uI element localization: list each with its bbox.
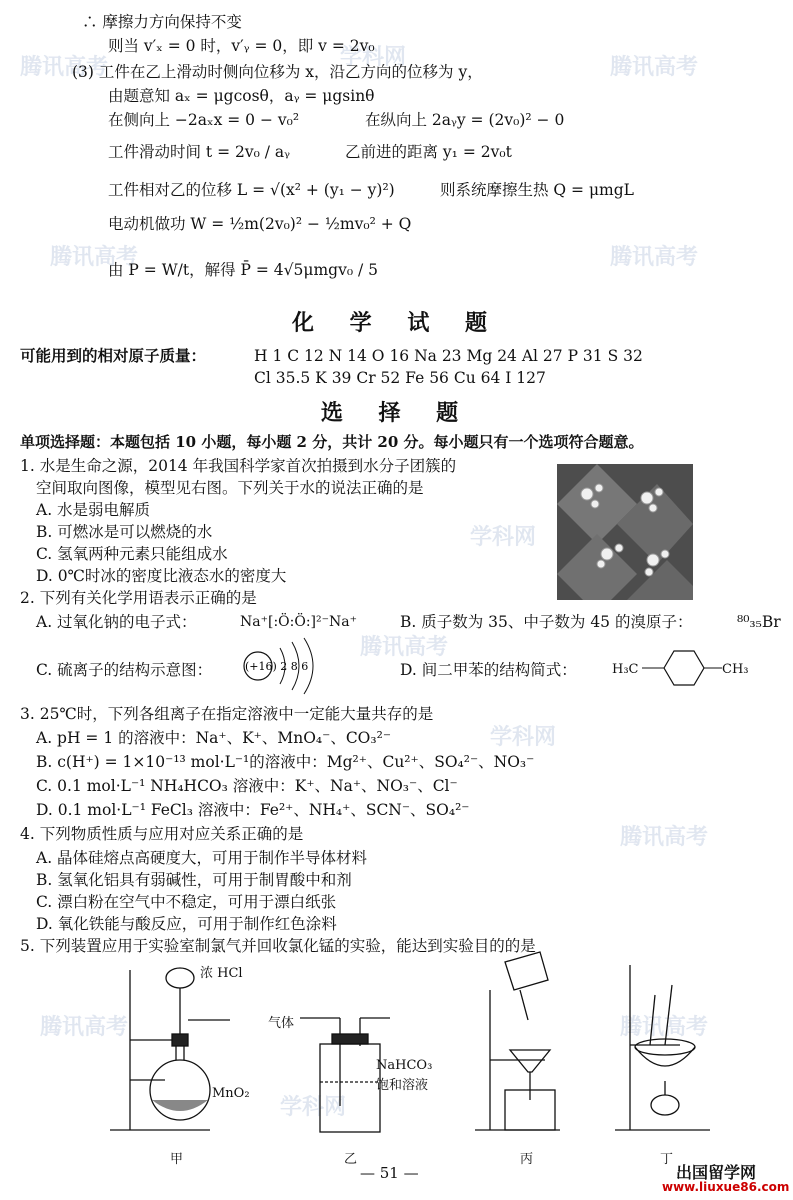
physics-line: 则当 v′ₓ = 0 时，v′ᵧ = 0，即 v = 2v₀	[108, 37, 375, 55]
q2-option-d: D. 间二甲苯的结构简式：	[400, 661, 577, 679]
q5-stem: 5. 下列装置应用于实验室制氯气并回收氯化锰的实验，能达到实验目的的是	[20, 937, 536, 955]
watermark-tencent: 腾讯高考	[620, 825, 709, 850]
page-number: — 51 —	[360, 1164, 419, 1182]
physics-line: 在侧向上 −2aₓx = 0 − v₀²	[108, 111, 300, 129]
physics-line: 电动机做功 W = ½m(2v₀)² − ½mv₀² + Q	[108, 215, 412, 233]
q3-option: B. c(H⁺) = 1×10⁻¹³ mol·L⁻¹的溶液中：Mg²⁺、Cu²⁺、SO₄²⁻、NO₃⁻	[36, 753, 535, 771]
q3-option: D. 0.1 mol·L⁻¹ FeCl₃ 溶液中：Fe²⁺、NH₄⁺、SCN⁻、SO₄²⁻	[36, 801, 470, 819]
q2-option-c: C. 硫离子的结构示意图：	[36, 661, 213, 679]
physics-line: ∴ 摩擦力方向保持不变	[82, 13, 242, 31]
subsection-title: 选 择 题	[320, 400, 473, 426]
watermark-tencent: 腾讯高考	[610, 55, 699, 80]
section-title: 化 学 试 题	[292, 310, 501, 336]
instruction: 单项选择题：本题包括 10 小题，每小题 2 分，共计 20 分。每小题只有一个选项符合题意。	[20, 433, 644, 451]
label-bing: 丙	[520, 1152, 534, 1167]
q3-option: A. pH = 1 的溶液中：Na⁺、K⁺、MnO₄⁻、CO₃²⁻	[36, 729, 391, 747]
apparatus-ding	[610, 955, 720, 1140]
benzene-ring-icon	[642, 648, 722, 688]
q1-option: A. 水是弱电解质	[36, 501, 151, 519]
watermark-xueke: 学科网	[470, 525, 537, 550]
physics-line: (3) 工件在乙上滑动时侧向位移为 x，沿乙方向的位移为 y，	[72, 63, 483, 81]
atomic-mass-row: H 1 C 12 N 14 O 16 Na 23 Mg 24 Al 27 P 31 S 32	[254, 347, 643, 365]
label-ding: 丁	[660, 1152, 674, 1167]
q4-stem: 4. 下列物质性质与应用对应关系正确的是	[20, 825, 304, 843]
sodium-peroxide-formula: Na⁺[:Ö:Ö:]²⁻Na⁺	[240, 614, 358, 630]
q1-option: B. 可燃冰是可以燃烧的水	[36, 523, 213, 541]
q1-stem: 1. 水是生命之源，2014 年我国科学家首次拍摄到水分子团簇的	[20, 457, 457, 475]
q1-option: D. 0℃时冰的密度比液态水的密度大	[36, 567, 287, 585]
label-jia: 甲	[170, 1152, 184, 1167]
q2-option-a: A. 过氧化钠的电子式：	[36, 613, 197, 631]
physics-line: 则系统摩擦生热 Q = μmgL	[440, 181, 634, 199]
apparatus-bing	[470, 950, 570, 1140]
nuclear-charge: (+16) 2 8 6	[245, 660, 309, 673]
xylene-left-group: H₃C	[612, 662, 639, 677]
q2-stem: 2. 下列有关化学用语表示正确的是	[20, 589, 257, 607]
sulfide-ion-diagram	[240, 636, 350, 696]
watermark-tencent: 腾讯高考	[620, 1015, 709, 1040]
atomic-mass-label: 可能用到的相对原子质量：	[20, 346, 207, 365]
q1-option: C. 氢氧两种元素只能组成水	[36, 545, 228, 563]
label-mno2: MnO₂	[212, 1086, 250, 1101]
apparatus-jia	[100, 960, 250, 1140]
q4-option: A. 晶体硅熔点高硬度大，可用于制作半导体材料	[36, 849, 368, 867]
physics-line: 乙前进的距离 y₁ = 2v₀t	[345, 143, 512, 161]
q3-stem: 3. 25℃时，下列各组离子在指定溶液中一定能大量共存的是	[20, 705, 434, 723]
q2-option-b: B. 质子数为 35、中子数为 45 的溴原子：	[400, 613, 693, 631]
label-yi: 乙	[344, 1152, 358, 1167]
watermark-xueke: 学科网	[340, 45, 407, 70]
physics-line: 工件滑动时间 t = 2v₀ / aᵧ	[108, 143, 290, 161]
watermark-tencent: 腾讯高考	[360, 635, 449, 660]
physics-line: 由 P = W/t，解得 P̄ = 4√5μmgv₀ / 5	[108, 261, 378, 279]
brand-name: 出国留学网	[676, 1163, 757, 1182]
physics-line: 在纵向上 2aᵧy = (2v₀)² − 0	[365, 111, 565, 129]
watermark-tencent: 腾讯高考	[50, 245, 139, 270]
q4-option: C. 漂白粉在空气中不稳定，可用于漂白纸张	[36, 893, 337, 911]
label-hcl: 浓 HCl	[200, 966, 243, 981]
watermark-tencent: 腾讯高考	[20, 55, 109, 80]
q4-option: B. 氢氧化铝具有弱碱性，可用于制胃酸中和剂	[36, 871, 352, 889]
watermark-xueke: 学科网	[490, 725, 557, 750]
brand-url[interactable]: www.liuxue86.com	[662, 1180, 790, 1194]
bromine-isotope-formula: ⁸⁰₃₅Br	[737, 613, 781, 631]
q3-option: C. 0.1 mol·L⁻¹ NH₄HCO₃ 溶液中：K⁺、Na⁺、NO₃⁻、Cl⁻	[36, 777, 458, 795]
label-nahco3: NaHCO₃	[376, 1058, 433, 1073]
water-cluster-image	[557, 464, 693, 600]
xylene-right-group: CH₃	[722, 662, 749, 677]
q4-option: D. 氧化铁能与酸反应，可用于制作红色涂料	[36, 915, 337, 933]
q1-stem: 空间取向图像，模型见右图。下列关于水的说法正确的是	[36, 479, 424, 497]
watermark-tencent: 腾讯高考	[40, 1015, 129, 1040]
physics-line: 由题意知 aₓ = μgcosθ，aᵧ = μgsinθ	[108, 87, 375, 105]
atomic-mass-row: Cl 35.5 K 39 Cr 52 Fe 56 Cu 64 I 127	[254, 369, 546, 387]
label-gas: 气体	[268, 1016, 295, 1031]
watermark-tencent: 腾讯高考	[610, 245, 699, 270]
label-saturated: 饱和溶液	[376, 1078, 429, 1093]
watermark-xueke: 学科网	[280, 1095, 347, 1120]
physics-line: 工件相对乙的位移 L = √(x² + (y₁ − y)²)	[108, 181, 395, 199]
